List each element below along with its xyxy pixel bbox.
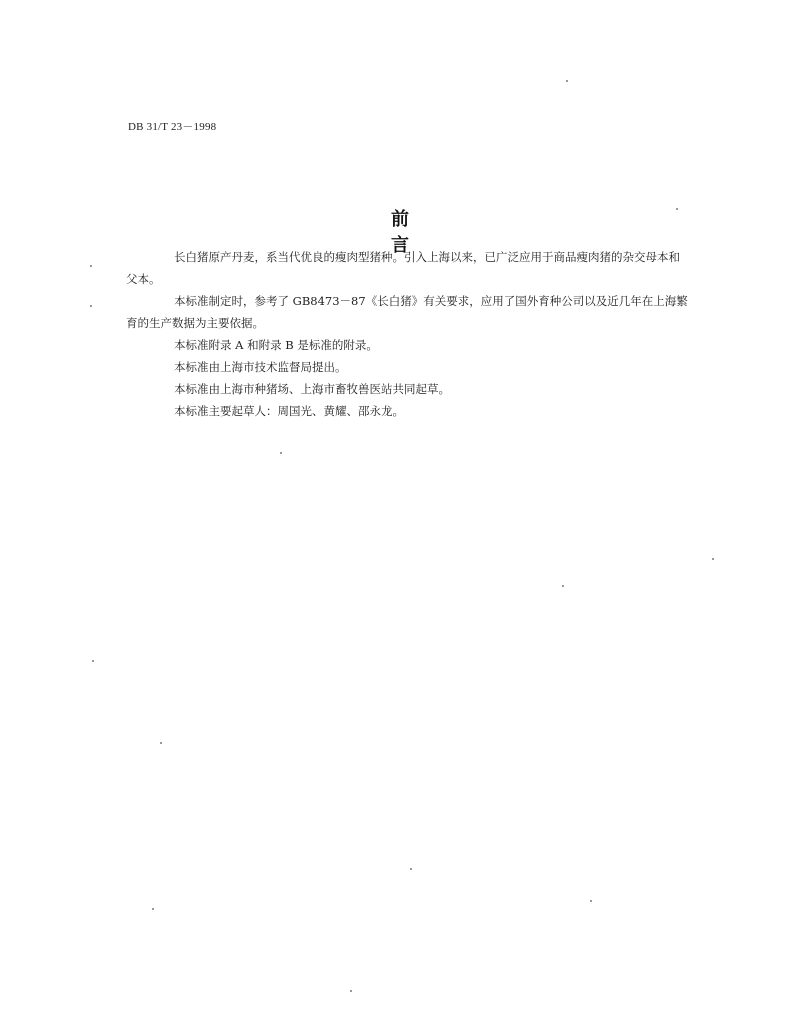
scan-speck: [566, 80, 568, 82]
paragraph-appendix-line1: 本标准附录 A 和附录 B 是标准的附录。: [174, 338, 378, 352]
paragraph-drafters-org-line1: 本标准由上海市种猪场、上海市畜牧兽医站共同起草。: [174, 382, 450, 396]
standard-code: DB 31/T 23－1998: [128, 121, 217, 133]
paragraph-appendix: [150, 334, 700, 356]
paragraph-proposer-line1: 本标准由上海市技术监督局提出。: [174, 360, 347, 374]
paragraph-reference-line1: 本标准制定时，参考了 GB8473－87《长白猪》有关要求，应用了国外育种公司以及近几年在上海繁: [174, 294, 688, 308]
paragraph-reference-line2: 育的生产数据为主要依据。: [126, 316, 264, 330]
scan-speck: [676, 208, 678, 210]
document-body: [126, 246, 700, 422]
scan-speck: [92, 660, 94, 662]
scan-speck: [90, 305, 92, 307]
scan-speck: [350, 990, 352, 992]
scan-speck: [152, 908, 154, 910]
scan-speck: [590, 900, 592, 902]
paragraph-origin-line2: 父本。: [126, 272, 161, 286]
page-title: 前 言: [391, 209, 523, 256]
scan-speck: [712, 558, 714, 560]
scan-speck: [90, 265, 92, 267]
paragraph-origin-line1: 长白猪原产丹麦，系当代优良的瘦肉型猪种。引入上海以来，已广泛应用于商品瘦肉猪的杂交母本和: [174, 250, 680, 264]
scan-speck: [562, 585, 564, 587]
paragraph-reference: [126, 290, 700, 334]
scan-speck: [280, 452, 282, 454]
paragraph-origin: [126, 246, 700, 290]
paragraph-drafters-org: [150, 378, 700, 400]
paragraph-proposer: [150, 356, 700, 378]
paragraph-drafters: [150, 400, 700, 422]
scan-speck: [410, 868, 412, 870]
scan-speck: [160, 742, 162, 744]
paragraph-drafters-line1: 本标准主要起草人：周国光、黄耀、邵永龙。: [174, 404, 404, 418]
